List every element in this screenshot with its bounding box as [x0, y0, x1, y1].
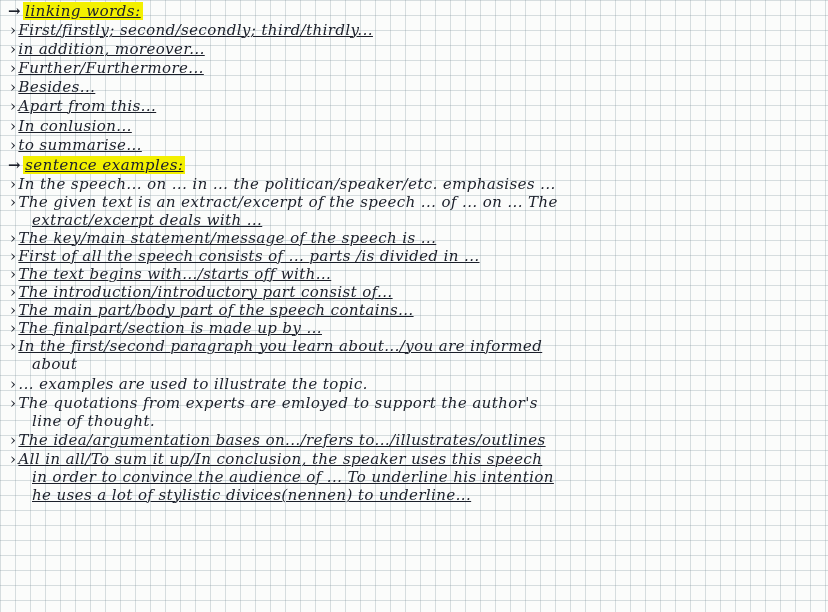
list-item: › Further/Furthermore... [10, 59, 204, 77]
list-item: › The given text is an extract/excerpt of the speech ... of ... on ... The [10, 193, 558, 211]
list-item: › The introduction/introductory part consist of... [10, 283, 393, 301]
list-item-continuation: line of thought. [32, 412, 156, 430]
list-item: › First/firstly; second/secondly; third/thirdly... [10, 21, 373, 39]
list-item: › In the speech... on ... in ... the politican/speaker/etc. emphasises ... [10, 175, 556, 193]
list-item: › The main part/body part of the speech contains... [10, 301, 414, 319]
list-item: › The quotations from experts are emloyed to support the author's [10, 394, 538, 412]
list-item: › The finalpart/section is made up by ... [10, 319, 322, 337]
heading-sentence-examples [8, 157, 185, 174]
heading-text: sentence examples: [25, 156, 184, 174]
list-item: › Besides... [10, 78, 96, 96]
list-item: › ... examples are used to illustrate the topic. [10, 375, 368, 393]
list-item: › In conlusion... [10, 117, 132, 135]
list-item-continuation: in order to convince the audience of ... To underline his intention [32, 468, 554, 486]
list-item: › In the first/second paragraph you learn about.../you are informed [10, 337, 543, 355]
list-item: › The key/main statement/message of the speech is ... [10, 229, 437, 247]
list-item-continuation: he uses a lot of stylistic divices(nennen) to underline... [32, 486, 472, 504]
list-item-continuation: about [32, 355, 78, 373]
list-item: › in addition, moreover... [10, 40, 205, 58]
list-item: › The idea/argumentation bases on.../refers to.../illustrates/outlines [10, 431, 546, 449]
list-item: › All in all/To sum it up/In conclusion, the speaker uses this speech [10, 450, 543, 468]
arrow-icon: → [8, 2, 22, 20]
list-item-continuation: extract/excerpt deals with ... [32, 211, 263, 229]
list-item: › to summarise... [10, 136, 142, 154]
arrow-icon: → [8, 156, 22, 174]
heading-linking-words [8, 3, 143, 20]
list-item: › First of all the speech consists of ... parts /is divided in ... [10, 247, 480, 265]
list-item: › Apart from this... [10, 97, 157, 115]
heading-text: linking words: [25, 2, 141, 20]
list-item: › The text begins with.../starts off with... [10, 265, 332, 283]
